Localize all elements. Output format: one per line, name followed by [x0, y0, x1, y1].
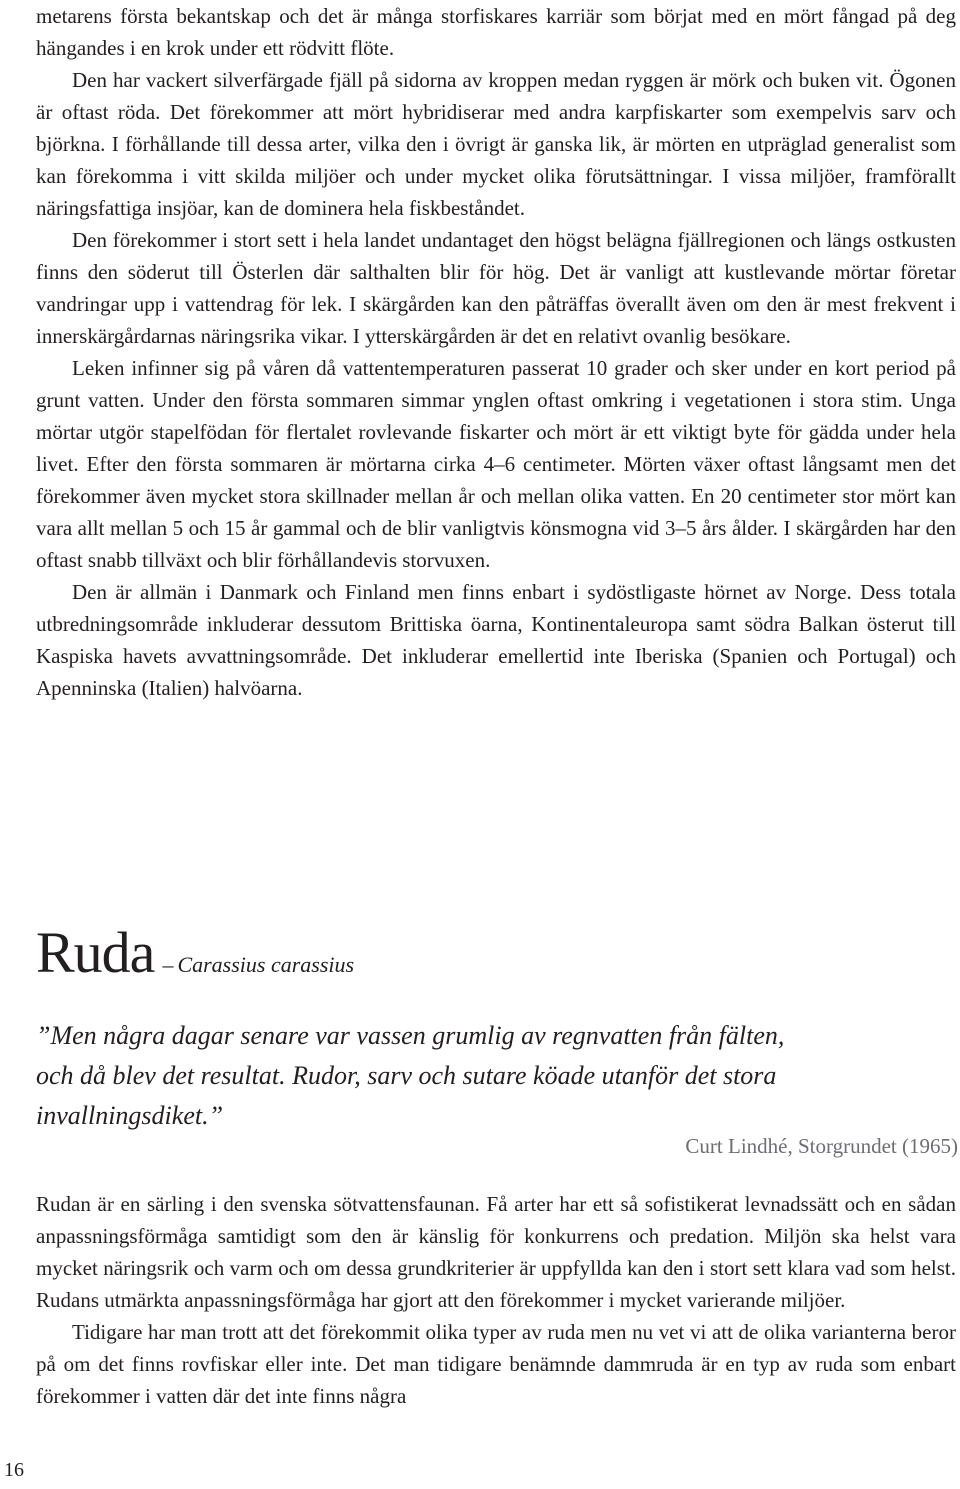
intro-text: [36, 0, 956, 704]
paragraph: Den har vackert silverfärgade fjäll på sidorna av kroppen medan ryggen är mörk och buken vit. Ögonen är oftast röda. Det förekommer att mört hybridiserar med andra karpfiskarter som exempelvis sarv och björkna. I förhållande till dessa arter, vilka den i övrigt är ganska lik, är mörten en utpräglad generalist som kan förekomma i vitt skilda miljöer och under mycket olika förutsättningar. I vissa miljöer, framförallt näringsfattiga insjöar, kan de dominera hela fiskbeståndet.: [36, 68, 956, 220]
epigraph-quote: ”Men några dagar senare var vassen grumlig av regnvatten från fälten, och då blev det resultat. Rudor, sarv och sutare köade utanför det stora invallningsdiket.”: [36, 1021, 785, 1130]
page-number: 16: [4, 1459, 24, 1481]
section-title: Ruda: [36, 920, 155, 985]
section-body: [36, 1188, 956, 1412]
section-heading: [36, 918, 956, 988]
scientific-name: Carassius carassius: [177, 952, 355, 977]
paragraph: Den är allmän i Danmark och Finland men finns enbart i sydöstligaste hörnet av Norge. Dess totala utbredningsområde inkluderar dessutom Brittiska öarna, Kontinentaleuropa samt södra Balkan österut till Kaspiska havets avvattningsområde. Det inkluderar emellertid inte Iberiska (Spanien och Portugal) och Apenninska (Italien) halvöarna.: [36, 580, 956, 700]
heading-separator: –: [162, 952, 174, 977]
paragraph: metarens första bekantskap och det är många storfiskares karriär som börjat med en mört fångad på deg hängandes i en krok under ett rödvitt flöte.: [36, 4, 956, 60]
paragraph: Tidigare har man trott att det förekommit olika typer av ruda men nu vet vi att de olika varianterna beror på om det finns rovfiskar eller inte. Det man tidigare benämnde dammruda är en typ av ruda som enbart förekommer i vatten där det inte finns några: [36, 1320, 956, 1408]
paragraph: Rudan är en särling i den svenska sötvattensfaunan. Få arter har ett så sofistikerat levnadssätt och en sådan anpassningsförmåga samtidigt som den är känslig för konkurrens och predation. Miljön ska helst vara mycket näringsrik och varm och om dessa grundkriterier är uppfyllda kan den i stort sett klara vad som helst. Rudans utmärkta anpassningsförmåga har gjort att den förekommer i mycket varierande miljöer.: [36, 1192, 956, 1312]
paragraph: Leken infinner sig på våren då vattentemperaturen passerat 10 grader och sker under en kort period på grunt vatten. Under den första sommaren simmar ynglen oftast omkring i vegetationen i stora stim. Unga mörtar utgör stapelfödan för flertalet rovlevande fiskarter och mört är ett viktigt byte för gädda under hela livet. Efter den första sommaren är mörtarna cirka 4–6 centimeter. Mörten växer oftast långsamt men det förekommer även mycket stora skillnader mellan år och mellan olika vatten. En 20 centimeter stor mört kan vara allt mellan 5 och 15 år gammal och de blir vanligtvis könsmogna vid 3–5 års ålder. I skärgården har den oftast snabb tillväxt och blir förhållandevis storvuxen.: [36, 356, 956, 572]
quote-attribution: Curt Lindhé, Storgrundet (1965): [685, 1134, 958, 1158]
paragraph: Den förekommer i stort sett i hela landet undantaget den högst belägna fjällregionen och längs ostkusten finns den söderut till Österlen där salthalten blir för hög. Det är vanligt att kustlevande mörtar företar vandringar upp i vattendrag för lek. I skärgården kan den påträffas överallt även om den är mest frekvent i innerskärgårdarnas näringsrika vikar. I ytterskärgården är det en relativt ovanlig besökare.: [36, 228, 956, 348]
